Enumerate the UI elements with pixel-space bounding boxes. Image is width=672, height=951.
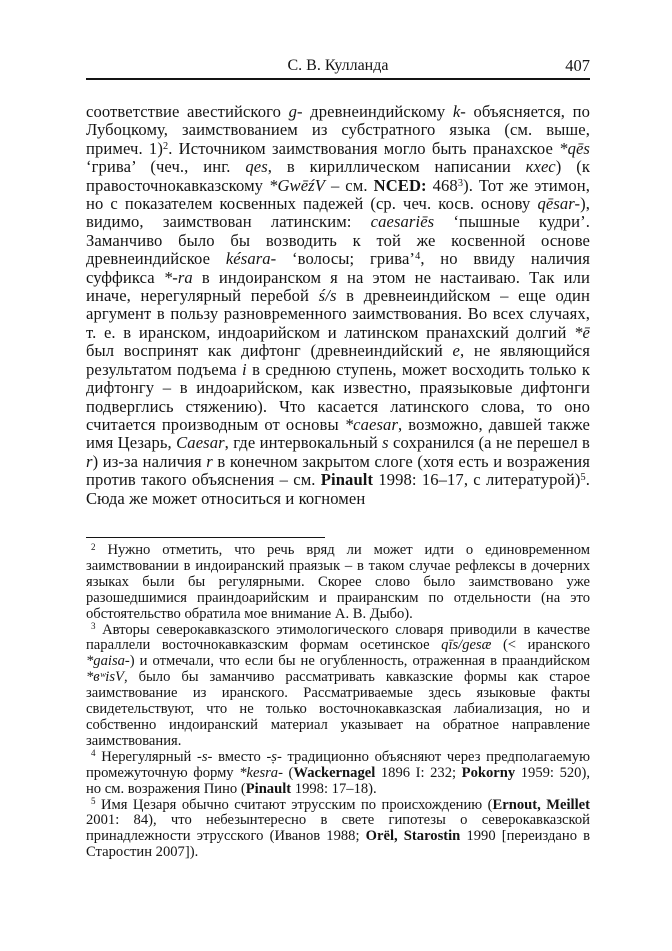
text-run: ) из-за наличия	[92, 451, 207, 471]
text-run: ‘волосы; грива’	[276, 249, 416, 269]
text-run: в среднюю ступень, может восходить только к дифтонгу – в индоарийском, как известно, праязыковые дифтонги подверглись стяжению). Что касается латинского слова, то оно считается производным от основы	[86, 359, 590, 434]
running-head-author: С. В. Кулланда	[287, 57, 389, 74]
text-run: – см.	[324, 175, 374, 195]
linguistic-form: i	[242, 359, 247, 379]
text-run: ). Тот же этимон, но с показателем косвенных падежей (ср. чеч. косв. основу	[86, 175, 590, 214]
linguistic-form: késara-	[225, 249, 277, 269]
text-run: , не являющийся результатом подъема	[86, 341, 590, 379]
text-run: 1896 I: 232;	[375, 764, 462, 781]
text-run: ) (к правосточнокавказскому	[86, 157, 590, 195]
main-text-paragraph	[86, 103, 590, 508]
linguistic-form: g-	[288, 102, 303, 121]
text-run: был воспринят как дифтонг (древнеиндийский	[86, 341, 453, 361]
linguistic-form: e	[452, 341, 460, 361]
text-run: , возможно, давшей также имя Цезарь,	[86, 414, 590, 453]
text-run: (< иранского	[491, 637, 591, 654]
text-run: объясняется, по Лубоцкому, заимствованием из субстратного языка (см. выше, примеч. 1)	[86, 102, 590, 158]
linguistic-form: r	[86, 451, 93, 471]
text-run: традиционно объясняют через предполагаемую промежуточную форму	[86, 748, 590, 781]
footnote-reference-mark: 5	[580, 472, 586, 484]
linguistic-form: caesariēs	[370, 212, 435, 232]
running-head	[86, 57, 590, 75]
linguistic-form: *GwēźV	[269, 175, 325, 195]
linguistic-form: qīs/gesæ	[441, 637, 492, 654]
text-run: Нужно отметить, что речь вряд ли может идти о единовременном заимствовании в индоиранский праязык – в таком случае рефлексы в дочерних языках были бы регулярными. Скорее слово было заимствовано уже разошедшимися праиндоарийским и праиранским по отдельности (на это обстоятельство обратила мое внимание А. В. Дыбо).	[86, 542, 590, 622]
text-run: в конечном закрытом слоге (хотя есть и возражения против такого объяснения – см.	[86, 451, 590, 490]
text-run: Pinault	[245, 780, 292, 797]
text-run: 1959: 520), но см. возражения Пино (	[86, 764, 590, 797]
text-run: ) и отмечали, что если бы не огубленность, отраженная в праандийском	[129, 653, 590, 670]
text-run: Orël, Starostin	[365, 828, 461, 845]
linguistic-form: qēsar-	[537, 194, 581, 214]
text-run: Wackernagel	[293, 764, 376, 781]
linguistic-form: r	[206, 451, 213, 471]
footnote-reference-mark: 3	[457, 177, 464, 189]
linguistic-form: s	[382, 433, 389, 453]
linguistic-form: k-	[452, 102, 466, 121]
text-run: , но ввиду наличия суффикса	[86, 249, 590, 287]
footnote-reference-mark: 4	[415, 251, 421, 263]
footnote-separator	[86, 537, 325, 538]
text-run: ‘грива’ (чеч., инг.	[86, 157, 246, 177]
text-run: 1990 [переиздано в Старостин 2007]).	[86, 828, 591, 861]
linguistic-form: *ē	[574, 322, 590, 342]
footnote-4	[86, 750, 590, 798]
text-run: сохранился (а не перешел в	[388, 433, 590, 453]
linguistic-form: *qēs	[559, 138, 590, 158]
linguistic-form: *caesar	[344, 414, 399, 434]
text-run: древнеиндийскому	[302, 102, 453, 121]
footnotes-section	[86, 543, 590, 861]
text-run: Pinault	[320, 470, 374, 490]
text-run: Имя Цезаря обычно считают этрусским по происхождению (	[95, 796, 493, 813]
text-run: . Источником заимствования могло быть пранахское	[168, 138, 560, 158]
text-run: ‘пышные кудри’. Заманчиво было бы возводить к той же косвенной основе древнеиндийское	[86, 212, 590, 269]
text-run: , было бы заманчиво рассматривать кавказские формы как старое заимствование из иранского. Рассматриваемые здесь языковые факты свидетельствуют, что не только восточнокавказская лабиализация, но и собственно индоиранский материал указывает на обратное направление заимствования.	[86, 669, 590, 749]
text-run: Pokorny	[461, 764, 516, 781]
text-run: в индоиранском я на этом не настаиваю. Так или иначе, нерегулярный перебой	[86, 267, 590, 306]
text-run: 2001: 84), что небезынтересно в свете гипотезы о северокавказской принадлежности этрусского (Иванов 1988;	[86, 812, 590, 845]
text-run: . Сюда же может относиться и когномен	[86, 470, 590, 508]
linguistic-form: -ṣ-	[266, 748, 282, 765]
text-run: (	[282, 764, 294, 781]
header-rule	[86, 78, 590, 80]
text-run: 1998: 17–18).	[291, 780, 377, 797]
footnote-reference-mark: 4	[91, 748, 96, 759]
text-run: , в кириллическом написании	[267, 157, 526, 177]
linguistic-form: *вʷisV	[86, 669, 124, 686]
text-run: ), видимо, заимствован латинским:	[86, 194, 590, 232]
linguistic-form: -s-	[197, 748, 213, 765]
text-run: Нерегулярный	[95, 748, 198, 765]
footnote-reference-mark: 5	[91, 796, 96, 807]
text-run: , где интервокальный	[224, 433, 383, 453]
linguistic-form: qes	[245, 157, 268, 177]
text-run: NCED:	[373, 175, 427, 195]
footnote-reference-mark: 2	[162, 140, 169, 152]
footnote-reference-mark: 2	[91, 541, 96, 552]
linguistic-form: Caesar	[176, 433, 225, 453]
linguistic-form: *-ra	[163, 267, 193, 287]
text-run: Авторы северокавказского этимологического словаря приводили в качестве параллели восточнокавказским формам осетинское	[86, 621, 590, 654]
text-run: вместо	[212, 748, 267, 765]
page-number: 407	[565, 56, 590, 75]
linguistic-form: *kesra-	[239, 764, 283, 781]
footnote-reference-mark: 3	[91, 621, 96, 632]
text-run: 1998: 16–17, с литературой)	[373, 470, 581, 490]
text-run: Ernout, Meillet	[492, 796, 590, 813]
linguistic-form: *gaisa-	[86, 653, 130, 670]
footnote-2	[86, 543, 590, 623]
footnote-3	[86, 623, 590, 750]
footnote-5	[86, 798, 590, 862]
text-run: в древнеиндийском – еще один аргумент в пользу разновременного заимствования. Во всех случаях, т. е. в иранском, индоарийском и латинском пранахский долгий	[86, 286, 590, 342]
linguistic-form: кхес	[525, 157, 556, 177]
text-run: 468	[426, 175, 458, 195]
linguistic-form: ś/s	[318, 286, 337, 306]
text-run: соответствие авестийского	[86, 102, 289, 121]
